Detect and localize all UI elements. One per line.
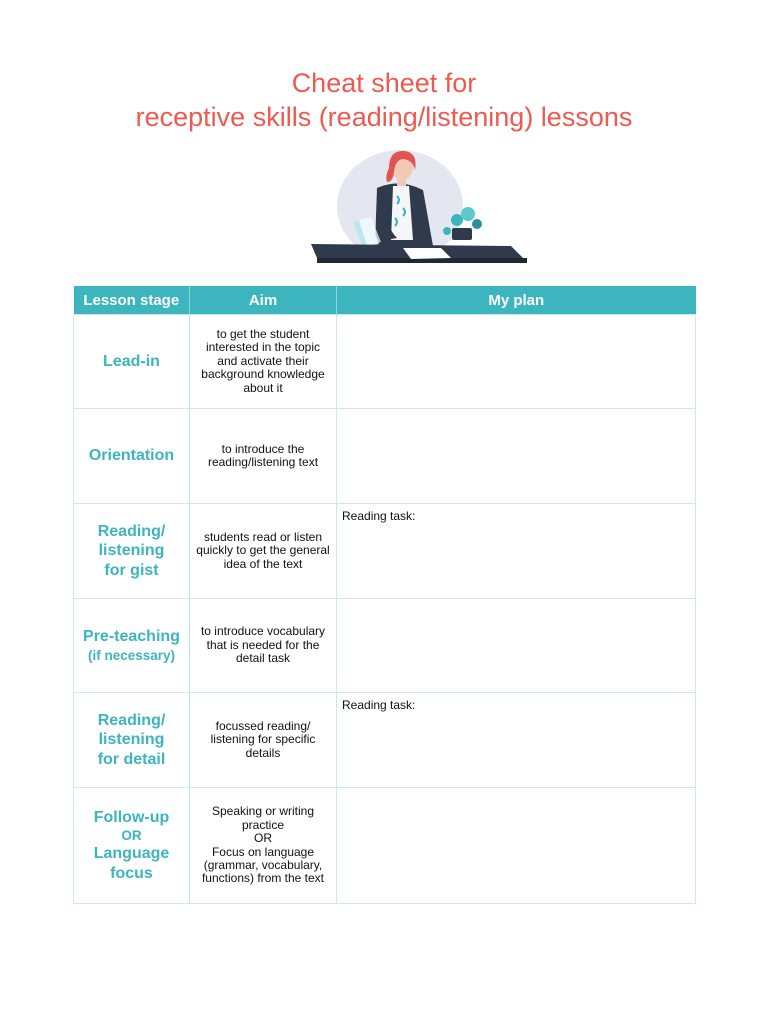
stage-label: Lead-in <box>103 352 160 370</box>
plan-cell[interactable]: Reading task: <box>337 504 696 599</box>
aim-cell: to introduce the reading/listening text <box>190 409 337 504</box>
table-row-orientation <box>74 409 696 504</box>
stage-label: focus <box>110 864 153 882</box>
stage-cell <box>74 315 190 409</box>
table-row-reading-gist <box>74 504 696 599</box>
table-row-follow-up <box>74 788 696 904</box>
lesson-plan-table <box>73 286 696 904</box>
aim-cell: to get the student interested in the topic and activate their background knowledge about it <box>190 315 337 409</box>
stage-label: Pre-teaching <box>83 628 180 646</box>
page-title <box>0 66 768 134</box>
stage-label: OR <box>121 828 142 844</box>
stage-cell <box>74 599 190 693</box>
title-line-2: receptive skills (reading/listening) lessons <box>135 102 633 132</box>
plan-cell[interactable] <box>337 599 696 693</box>
aim-line: OR <box>254 831 272 846</box>
header-lesson-stage: Lesson stage <box>74 286 190 315</box>
table-row-pre-teaching <box>74 599 696 693</box>
aim-cell: to introduce vocabulary that is needed for the detail task <box>190 599 337 693</box>
stage-label: Language <box>93 845 170 863</box>
plan-cell[interactable] <box>337 409 696 504</box>
aim-cell <box>190 788 337 904</box>
stage-label: Orientation <box>88 447 175 465</box>
table-header-row <box>74 286 696 315</box>
stage-label: Reading/ <box>97 522 166 540</box>
stage-cell <box>74 409 190 504</box>
title-line-1: Cheat sheet for <box>291 68 477 98</box>
stage-sublabel: (if necessary) <box>87 647 176 663</box>
stage-cell <box>74 693 190 788</box>
teacher-reading-illustration <box>305 148 530 270</box>
stage-label: Follow-up <box>93 808 170 826</box>
plan-cell[interactable]: Reading task: <box>337 693 696 788</box>
plan-cell[interactable] <box>337 315 696 409</box>
stage-label: for detail <box>97 750 166 768</box>
header-my-plan: My plan <box>337 286 696 315</box>
table-row-lead-in <box>74 315 696 409</box>
stage-label: listening <box>98 731 165 749</box>
stage-label: Reading/ <box>97 711 166 729</box>
plan-cell[interactable] <box>337 788 696 904</box>
aim-line: Focus on language (grammar, vocabulary, functions) from the text <box>201 844 325 886</box>
table-row-reading-detail <box>74 693 696 788</box>
stage-label: for gist <box>104 561 159 579</box>
header-aim: Aim <box>190 286 337 315</box>
stage-cell <box>74 788 190 904</box>
teacher-illustration-icon <box>305 148 530 270</box>
stage-label: listening <box>98 542 165 560</box>
aim-line: Speaking or writing practice <box>211 804 315 832</box>
aim-cell: focussed reading/ listening for specific details <box>190 693 337 788</box>
stage-cell <box>74 504 190 599</box>
aim-cell: students read or listen quickly to get the general idea of the text <box>190 504 337 599</box>
